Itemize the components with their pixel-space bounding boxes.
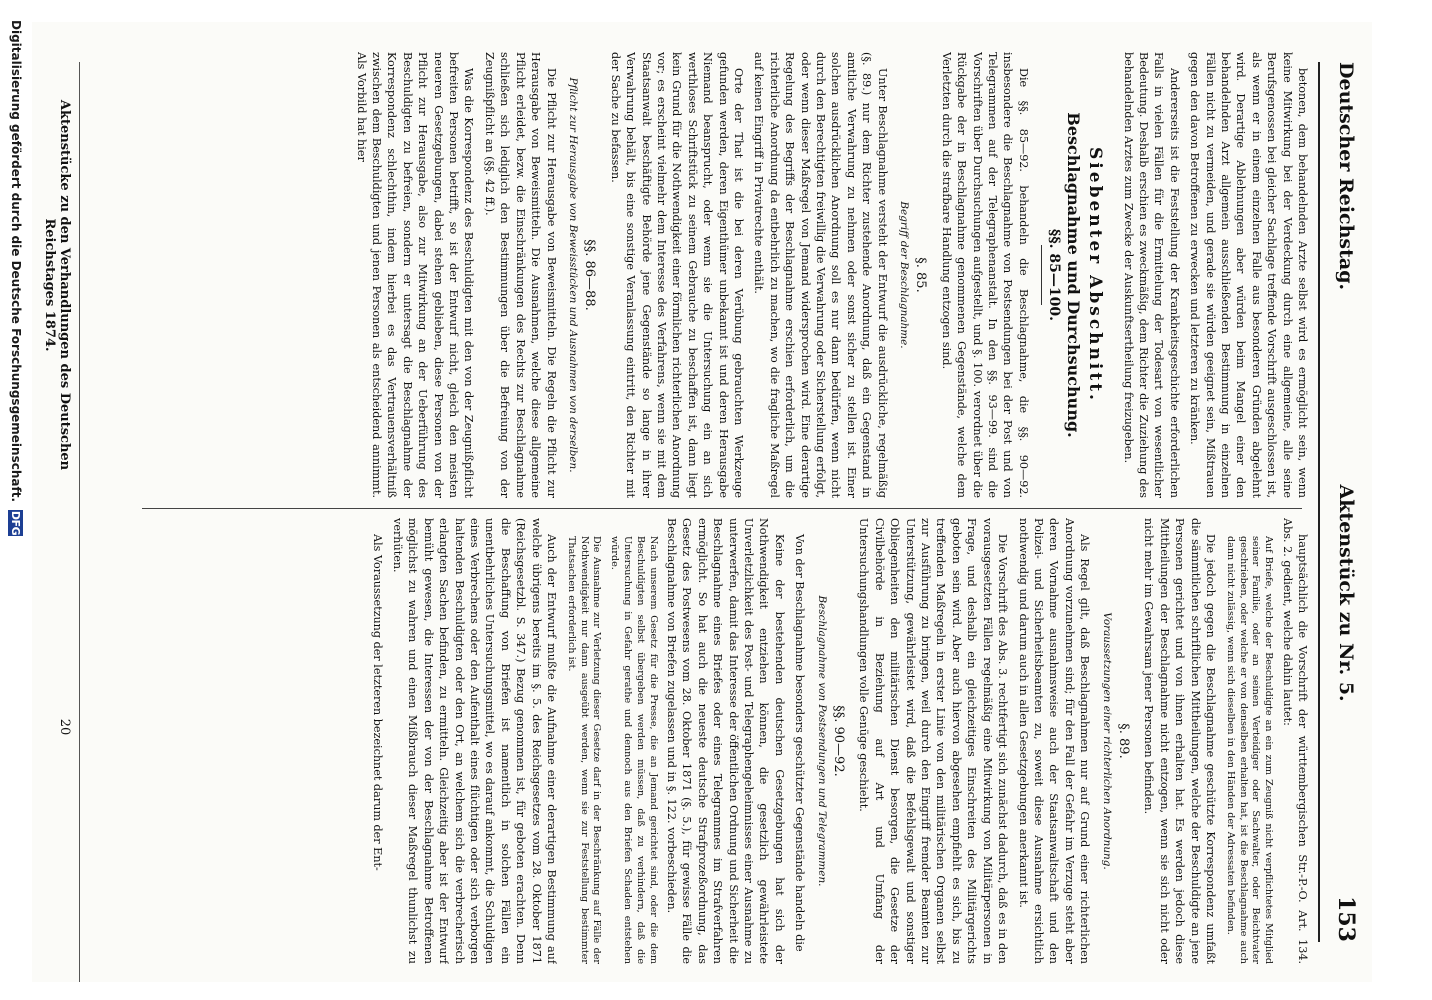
footnote: Die Ausnahme zur Verletzung dieser Gesetze darf in der Beschränkung auf Fälle der Nothwendigkeit nur dann ausgeübt werden, wenn sie zur Feststellung bestimmter Thatsachen erforderlich ist.: [565, 536, 603, 964]
right-column: [142, 518, 1310, 964]
left-paragraph: Andererseits ist die Feststellung der Krankheitsgeschichte erforderlichen Falls in vielen Fällen für die Ermittelung der Todesart von wesentlicher Bedeutung. Deshalb erschien es zweckmäßig, dem Richter die Zuziehung des behandelnden Arztes zum Zwecke der Auskunftsertheilung freizugeben.: [1121, 52, 1181, 498]
paragraph-caption-86: Pflicht zur Herausgabe von Beweisstücken und Ausnahmen von derselben.: [566, 77, 579, 473]
digitisation-credit: [5, 20, 27, 536]
header-title: Deutscher Reichstag.: [1335, 62, 1357, 291]
section-title: Siebenter Abschnitt.: [1085, 147, 1106, 403]
paragraph-heading-89: §. 89.: [1115, 723, 1131, 759]
paragraph-caption-90: Beschlagnahme von Postsendungen und Telegrammen.: [815, 595, 828, 887]
right-paragraph: hauptsächlich die Vorschrift der württembergischen Str.-P.-O. Art. 134. Abs. 2. gedient, welche dahin lautet:: [1280, 518, 1309, 964]
right-paragraph: Auch der Entwurf mußte die Aufnahme einer derartigen Bestimmung auf welche übrigens bereits im §. 5. des Reichsgesetzes vom 28. Oktober 1871 (Reichsgesetzbl. S. 347.) Bezug genommen ist, für geboten erachten. Denn die Beschaffung von Briefen ist namentlich in solchen Fällen ein unentbehrliches Untersuchungsmittel, wo es darauf ankommt, die Schuldigen eines Verbrechens oder den Aufenthalt eines flüchtigen oder sich verborgen haltenden Beschuldigten oder den Ort, an welchem sich die verbrecherisch erlangten Sachen befinden, zu ermitteln. Gleichzeitig aber ist der Entwurf bemüht gewesen, die Interessen der von der Beschlagnahme Betroffenen möglichst zu wahren und einen Mißbrauch dieser Maßregel thunlichst zu verhüten.: [390, 518, 559, 964]
right-paragraph: Keine der bestehenden deutschen Gesetzgebungen hat sich der Nothwendigkeit entziehen können, die gesetzlich gewährleistete Unverletzlichkeit des Post- und Telegraphengeheimnisses einer Ausnahme zu unterwerfen, damit das Interesse der öffentlichen Ordnung und Sicherheit die Beschlagnahme eines Briefes oder eines Telegrammes im Strafverfahren ermöglicht. So hat auch die neueste deutsche Strafprozeßordnung, das Gesetz des Postwesens vom 28. Oktober 1871 (§. 5.), für gewisse Fälle die Beschlagnahme von Briefen zugelassen und in §. 122. vorbeschieden.: [665, 518, 786, 964]
right-paragraph: Als Voraussetzung der letzteren bezeichnet darum der Ent-: [370, 534, 384, 871]
right-paragraph: Als Regel gilt, daß Beschlagnahmen nur auf Grund einer richterlichen Anordnung vorzunehmen sind; für den Fall der Gefahr im Verzuge steht aber deren Vornahme ausnahmsweise auch der Staatsanwaltschaft und den Polizei- und Sicherheitsbeamten zu, soweit diese Ausnahme ersichtlich nothwendig und darum auch in allen Gesetzgebungen anerkannt ist.: [1016, 518, 1092, 964]
footnote: Nach unserem Gesetz für die Presse, die an Jemand gerichtet sind, oder die dem Beschuldigten selbst übergeben werden müssen, daß zu verhindern, daß die Untersuchung in Gefahr gerathe und dennoch aus den Briefen Schaden entstehen würde.: [609, 536, 659, 964]
page-header: [1318, 62, 1372, 942]
paragraph-heading-85: §. 85.: [913, 257, 929, 293]
credit-text: Digitalisierung gefördert durch die Deutsche Forschungsgemeinschaft.: [9, 20, 23, 503]
right-paragraph: Die jedoch gegen die Beschlagnahme geschützte Korrespondenz umfaßt die sämmtlichen schriftlichen Mittheilungen, welche der Beschuldigte an jene Personen gerichtet und von ihnen erhalten hat. Es werden jedoch diese Mittheilungen der Beschlagnahme nicht entzogen, wenn sie sich nicht oder nicht mehr im Gewahrsam jener Personen befinden.: [1142, 518, 1217, 964]
right-paragraph: Von der Beschlagnahme besonders geschützter Gegenstände handeln die: [793, 534, 807, 952]
page-footer: Aktenstücke zu den Verhandlungen des Deutschen Reichstages 1874.: [42, 99, 72, 471]
column-divider: [142, 508, 1302, 509]
paragraph-caption-85: Begriff der Beschlagnahme.: [898, 201, 911, 349]
dfg-logo-icon: DFG: [9, 510, 23, 536]
header-page-number: 153: [1333, 896, 1359, 942]
paragraph-heading-86: §§. 86—88.: [582, 239, 598, 311]
header-attachment: Aktenstück zu Nr. 5.: [1335, 484, 1357, 702]
left-paragraph: Die Pflicht zur Herausgabe von Beweismitteln. Die Regeln die Pflicht zur Herausgabe von Beweismitteln. Die Ausnahmen, welche diese allgemeine Pflicht erleidet, bezw. die Einschränkungen des Rechts zur Beschlagnahme schließen sich lediglich den Bestimmungen über die Befreiung von der Zeugnißpflicht an (§§. 42 ff.).: [482, 52, 558, 498]
scanned-document: [32, 22, 1372, 982]
section-range: §§. 85—100.: [1046, 229, 1063, 321]
left-paragraph: Unter Beschlagnahme versteht der Entwurf die ausdrückliche, regelmäßig (§. 89.) nur dem Richter zustehende Anordnung, daß ein Gegenstand in amtliche Verwahrung zu nehmen oder sonst sicher zu stellen ist. Einer solchen ausdrücklichen Anordnung soll es nur dann bedürfen, wenn nicht durch den Berechtigten freiwillig die Verwahrung oder Sicherstellung erfolgt, oder wenn dieser Maßregel von Jemand widersprochen wird. Eine derartige Regelung des Begriffs der Beschlagnahme erschien erforderlich, um die richterliche Anordnung da entbehrlich zu machen, wo die fragliche Maßregel auf keinen Eingriff in Privatrechte enthält.: [752, 52, 889, 498]
left-paragraph: betonen, dem behandelnden Arzte selbst wird es ermöglicht sein, wenn keine Mitwirkung bei der Verdeckung durch eine allgemeine, alle seine Berufsgenossen bei gleicher Sachlage treffende Vorschrift ausgeschlossen ist, als wenn er in einem einzelnen Falle aus besonderen Gründen abgelehnt wird. Derartige Ablehnungen aber würden beim Mangel einer den behandelnden Arzt allgemein ausschließenden Bestimmung in einzelnen Fällen nicht zu vermeiden, und gerade sie würden geeignet sein, Mißtrauen gegen den davon Betroffenen zu erwecken und letzteren zu kränken.: [1188, 52, 1309, 498]
left-paragraph: Orte der That ist die bei deren Verübung gebrauchten Werkzeuge gefunden werden, deren Eigenthümer unbekannt ist und deren Herausgabe Niemand beansprucht, oder wenn sie die Untersuchung ein an sich werthloses Schriftstück zu seinem Gebrauche zu beschaffen ist, dann liegt kein Grund für die Nothwendigkeit einer förmlichen richterlichen Anordnung vor; es erscheint vielmehr dem Interesse des Verfahrens, wenn sie mit dem Staatsanwalt beschäftigte Behörde jene Gegenstände so lange in ihrer Verwahrung behält, bis eine sonstige Veranlassung eintritt, den Richter mit der Sache zu befassen.: [608, 52, 745, 498]
section-subtitle: Beschlagnahme und Durchsuchung.: [1063, 112, 1083, 438]
left-paragraph: Was die Korrespondenz des Beschuldigten mit den von der Zeugnißpflicht befreiten Personen betrifft, so ist der Entwurf nicht, gleich den meisten neueren Gesetzgebungen, dabei stehen geblieben, diese Personen von der Pflicht zur Herausgabe, also zur Mitwirkung an der Ueberführung des Beschuldigten zu befreien, sondern er untersagt die Beschlagnahme der Korrespondenz schlechthin, indem hierbei es das Vertrauensverhältniß zwischen dem Beschuldigten und jenen Personen als entscheidend annimmt. Als Vorbild hat hier: [354, 52, 476, 498]
separator-rule: [1041, 245, 1042, 305]
paragraph-caption-89: Voraussetzungen einer richterlichen Anordnung.: [1100, 612, 1113, 870]
paragraph-heading-90: §§. 90—92.: [831, 705, 847, 777]
right-paragraph: Die Vorschrift des Abs. 3. rechtfertigt sich zunächst dadurch, daß es in den vorausgesetzten Fällen regelmäßig eine Mitwirkung von Militärpersonen in Frage, und deshalb ein gleichzeitiges Einschreiten des Militärgerichts geboten sein wird. Aber auch hiervon abgesehen empfiehlt es sich, bis zu treffenden Maßregeln in erster Linie von den militärischen Organen selbst zur Ausführung zu bringen, weil durch den Eingriff fremder Beamten zur Unterstützung, gewährleistet wird, daß die Befehlsgewalt und sonstiger Obliegenheiten den militärischen Dienst besorgen, die Gesetze der Civilbehörde in Beziehung auf Art und Umfang der Untersuchungshandlungen volle Genüge geschieht.: [857, 518, 1010, 964]
quoted-article: Auf Briefe, welche der Beschuldigte an ein zum Zeugniß nicht verpflichtetes Mitglied seiner Familie, oder an seinen Verteidiger oder Sachwalter, oder Beichtvater geschrieben, oder welche er von denselben erhalten hat, ist die Beschlagnahme auch dann nicht zulässig, wenn sich dieselben in den Händen der Adressaten befinden.: [1224, 536, 1275, 964]
left-column: [80, 52, 1310, 498]
footer-page-number: 20: [57, 718, 72, 736]
left-paragraph: Die §§. 85—92. behandeln die Beschlagnahme, die §§. 90—92. insbesondere die Beschlagnahme von Postsendungen bei der Post und von Telegrammen auf der Telegraphenanstalt. In den §§. 93—99. sind die Vorschriften über Durchsuchungen aufgestellt, und §. 100. verordnet über die Rückgabe der in Beschlagnahme genommenen Gegenstände, welche dem Verletzten durch die strafbare Handlung entzogen sind.: [939, 52, 1030, 498]
footer-rule: [79, 62, 80, 982]
